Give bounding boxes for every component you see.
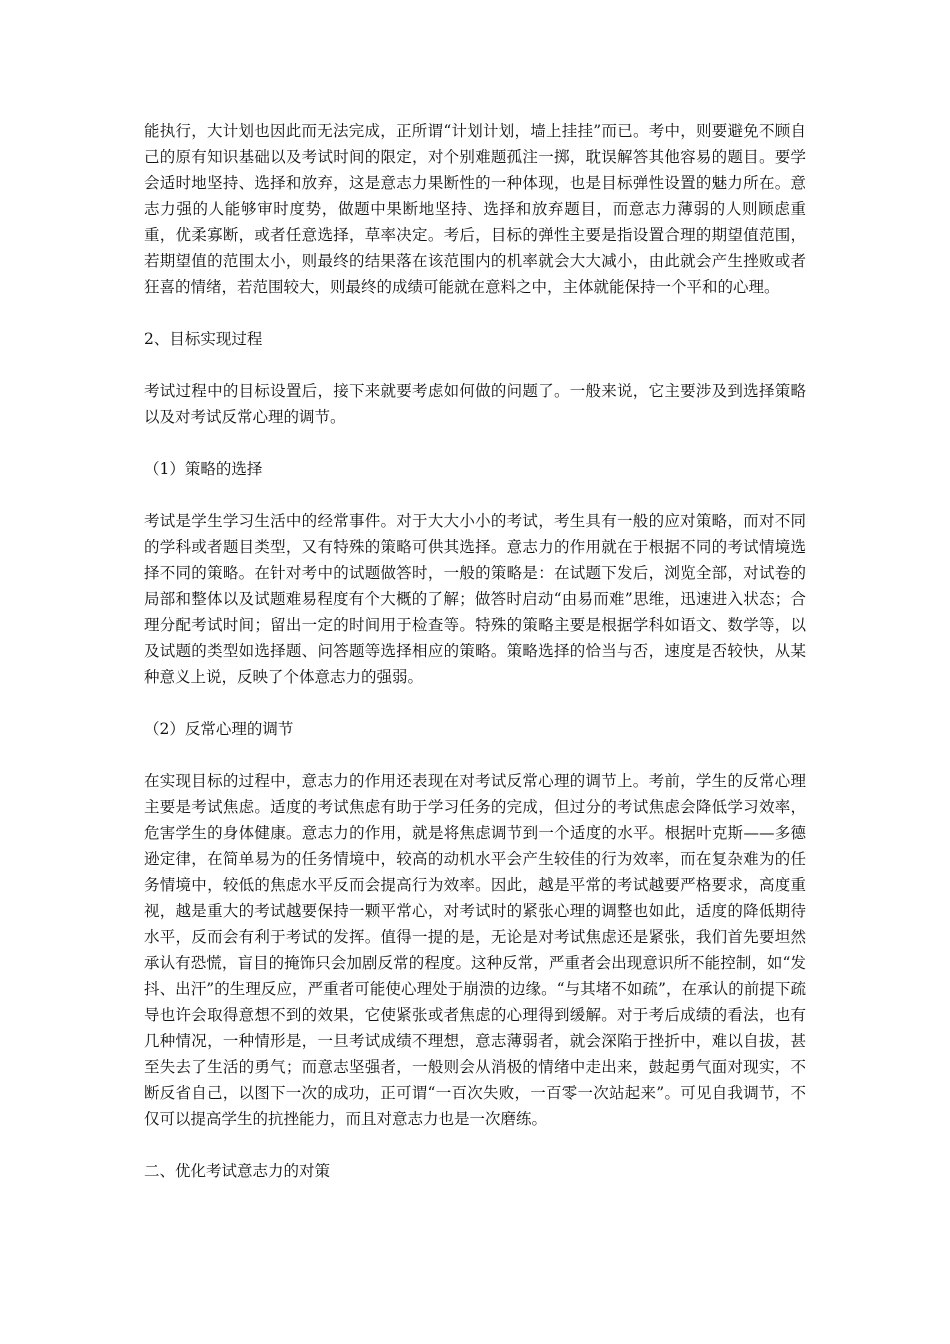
- paragraph-spacer: [144, 300, 806, 326]
- paragraph-spacer: [144, 352, 806, 378]
- paragraph-spacer: [144, 742, 806, 768]
- document-body: [144, 118, 806, 1184]
- paragraph-goal-process: 考试过程中的目标设置后，接下来就要考虑如何做的问题了。一般来说，它主要涉及到选择策略以及对考试反常心理的调节。: [144, 382, 806, 426]
- paragraph-abnormal-psychology: 在实现目标的过程中，意志力的作用还表现在对考试反常心理的调节上。考前，学生的反常心理主要是考试焦虑。适度的考试焦虑有助于学习任务的完成，但过分的考试焦虑会降低学习效率，危害学生的身体健康。意志力的作用，就是将焦虑调节到一个适度的水平。根据叶克斯——多德逊定律，在简单易为的任务情境中，较高的动机水平会产生较佳的行为效率，而在复杂难为的任务情境中，较低的焦虑水平反而会提高行为效率。因此，越是平常的考试越要严格要求，高度重视，越是重大的考试越要保持一颗平常心，对考试时的紧张心理的调整也如此，适度的降低期待水平，反而会有利于考试的发挥。值得一提的是，无论是对考试焦虑还是紧张，我们首先要坦然承认有恐慌，盲目的掩饰只会加剧反常的程度。这种反常，严重者会出现意识所不能控制，如“发抖、出汗”的生理反应，严重者可能使心理处于崩溃的边缘。“与其堵不如疏”，在承认的前提下疏导也许会取得意想不到的效果，它使紧张或者焦虑的心理得到缓解。对于考后成绩的看法，也有几种情况，一种情形是，一旦考试成绩不理想，意志薄弱者，就会深陷于挫折中，难以自拔，甚至失去了生活的勇气；而意志坚强者，一般则会从消极的情绪中走出来，鼓起勇气面对现实，不断反省自己，以图下一次的成功，正可谓“一百次失败，一百零一次站起来”。可见自我调节，不仅可以提高学生的抗挫能力，而且对意志力也是一次磨练。: [144, 772, 806, 1128]
- subheading-strategy-selection: （1）策略的选择: [144, 460, 263, 478]
- paragraph-spacer: [144, 482, 806, 508]
- section-heading-goal-process: 2、目标实现过程: [144, 330, 263, 348]
- paragraph-strategy-selection: 考试是学生学习生活中的经常事件。对于大大小小的考试，考生具有一般的应对策略，而对不同的学科或者题目类型，又有特殊的策略可供其选择。意志力的作用就在于根据不同的考试情境选择不同的策略。在针对考中的试题做答时，一般的策略是：在试题下发后，浏览全部，对试卷的局部和整体以及试题难易程度有个大概的了解；做答时启动“由易而难”思维，迅速进入状态；合理分配考试时间；留出一定的时间用于检查等。特殊的策略主要是根据学科如语文、数学等，以及试题的类型如选择题、问答题等选择相应的策略。策略选择的恰当与否，速度是否较快，从某种意义上说，反映了个体意志力的强弱。: [144, 512, 806, 686]
- paragraph-spacer: [144, 1132, 806, 1158]
- paragraph-spacer: [144, 430, 806, 456]
- subheading-abnormal-psychology: （2）反常心理的调节: [144, 720, 294, 738]
- paragraph-spacer: [144, 690, 806, 716]
- paragraph-continuation: 能执行，大计划也因此而无法完成，正所谓“计划计划，墙上挂挂”而已。考中，则要避免不顾自己的原有知识基础以及考试时间的限定，对个别难题孤注一掷，耽误解答其他容易的题目。要学会适时地坚持、选择和放弃，这是意志力果断性的一种体现，也是目标弹性设置的魅力所在。意志力强的人能够审时度势，做题中果断地坚持、选择和放弃题目，而意志力薄弱的人则顾虑重重，优柔寡断，或者任意选择，草率决定。考后，目标的弹性主要是指设置合理的期望值范围，若期望值的范围太小，则最终的结果落在该范围内的机率就会大大减小，由此就会产生挫败或者狂喜的情绪，若范围较大，则最终的成绩可能就在意料之中，主体就能保持一个平和的心理。: [144, 122, 806, 296]
- section-heading-countermeasures: 二、优化考试意志力的对策: [144, 1162, 331, 1180]
